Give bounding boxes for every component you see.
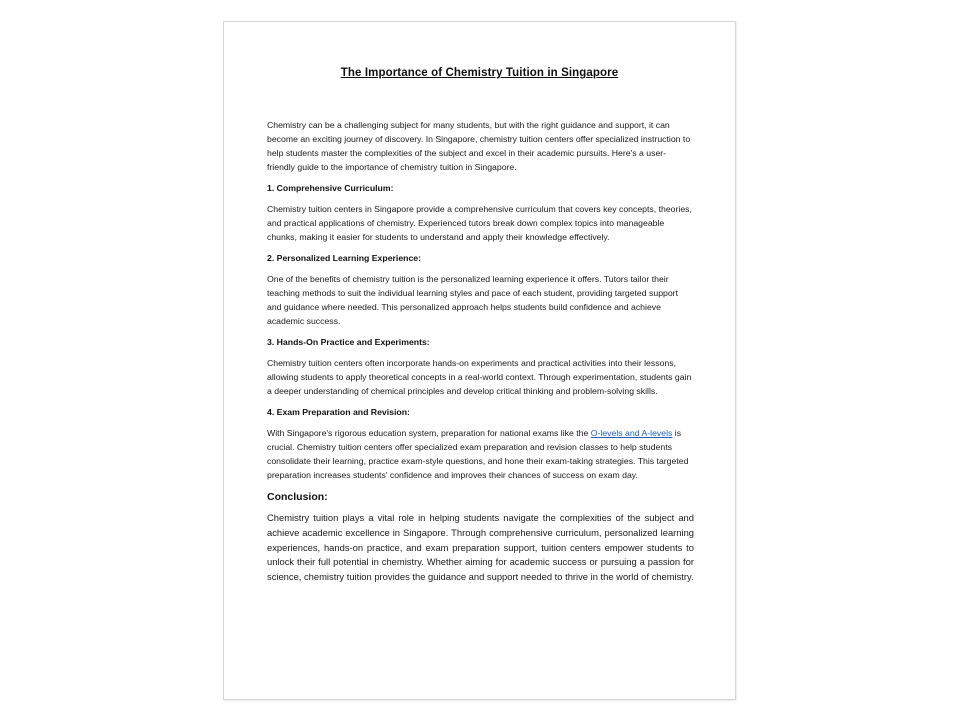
exam-prep-text-before-link: With Singapore's rigorous education system, preparation for national exams like the (267, 428, 591, 438)
section-body-exam-prep (267, 426, 694, 482)
exam-prep-text-after-link: is crucial. Chemistry tuition centers offer specialized exam preparation and revision classes to help students consolidate their learning, practice exam-style questions, and hone their exam-taking strategies. This targeted preparation increases students' confidence and improves their chances of success on exam day. (267, 428, 689, 480)
section-body-curriculum: Chemistry tuition centers in Singapore provide a comprehensive curriculum that covers key concepts, theories, and practical applications of chemistry. Experienced tutors break down complex topics into manageable chunks, making it easier for students to understand and apply their knowledge effectively. (267, 204, 692, 242)
section-heading-exam-prep: 4. Exam Preparation and Revision: (267, 407, 410, 417)
conclusion-body: Chemistry tuition plays a vital role in helping students navigate the complexities of the subject and achieve academic excellence in Singapore. Through comprehensive curriculum, personalized learning experiences, hands-on practice, and exam preparation support, tuition centers empower students to unlock their full potential in chemistry. Whether aiming for academic success or pursuing a passion for science, chemistry tuition provides the guidance and support needed to thrive in the world of chemistry. (267, 512, 694, 583)
document-title: The Importance of Chemistry Tuition in Singapore (340, 67, 619, 79)
section-heading-curriculum: 1. Comprehensive Curriculum: (267, 183, 394, 193)
section-body-personalized: One of the benefits of chemistry tuition is the personalized learning experience it offers. Tutors tailor their teaching methods to suit the individual learning styles and pace of each student, providing targeted support and guidance where needed. This personalized approach helps students build confidence and achieve academic success. (267, 274, 678, 326)
section-body-hands-on: Chemistry tuition centers often incorporate hands-on experiments and practical activities into their lessons, allowing students to apply theoretical concepts in a real-world context. Through experimentation, students gain a deeper understanding of chemical principles and develop critical thinking and problem-solving skills. (267, 358, 692, 396)
o-levels-a-levels-link[interactable]: O-levels and A-levels (590, 428, 673, 438)
conclusion-heading: Conclusion: (267, 491, 328, 503)
document-body (267, 118, 694, 585)
document-page (223, 21, 736, 700)
intro-paragraph: Chemistry can be a challenging subject for many students, but with the right guidance and support, it can become an exciting journey of discovery. In Singapore, chemistry tuition centers offer specialized instruction to help students master the complexities of the subject and excel in their academic pursuits. Here's a user-friendly guide to the importance of chemistry tuition in Singapore. (267, 120, 691, 172)
section-heading-personalized: 2. Personalized Learning Experience: (267, 253, 422, 263)
section-heading-hands-on: 3. Hands-On Practice and Experiments: (267, 337, 430, 347)
